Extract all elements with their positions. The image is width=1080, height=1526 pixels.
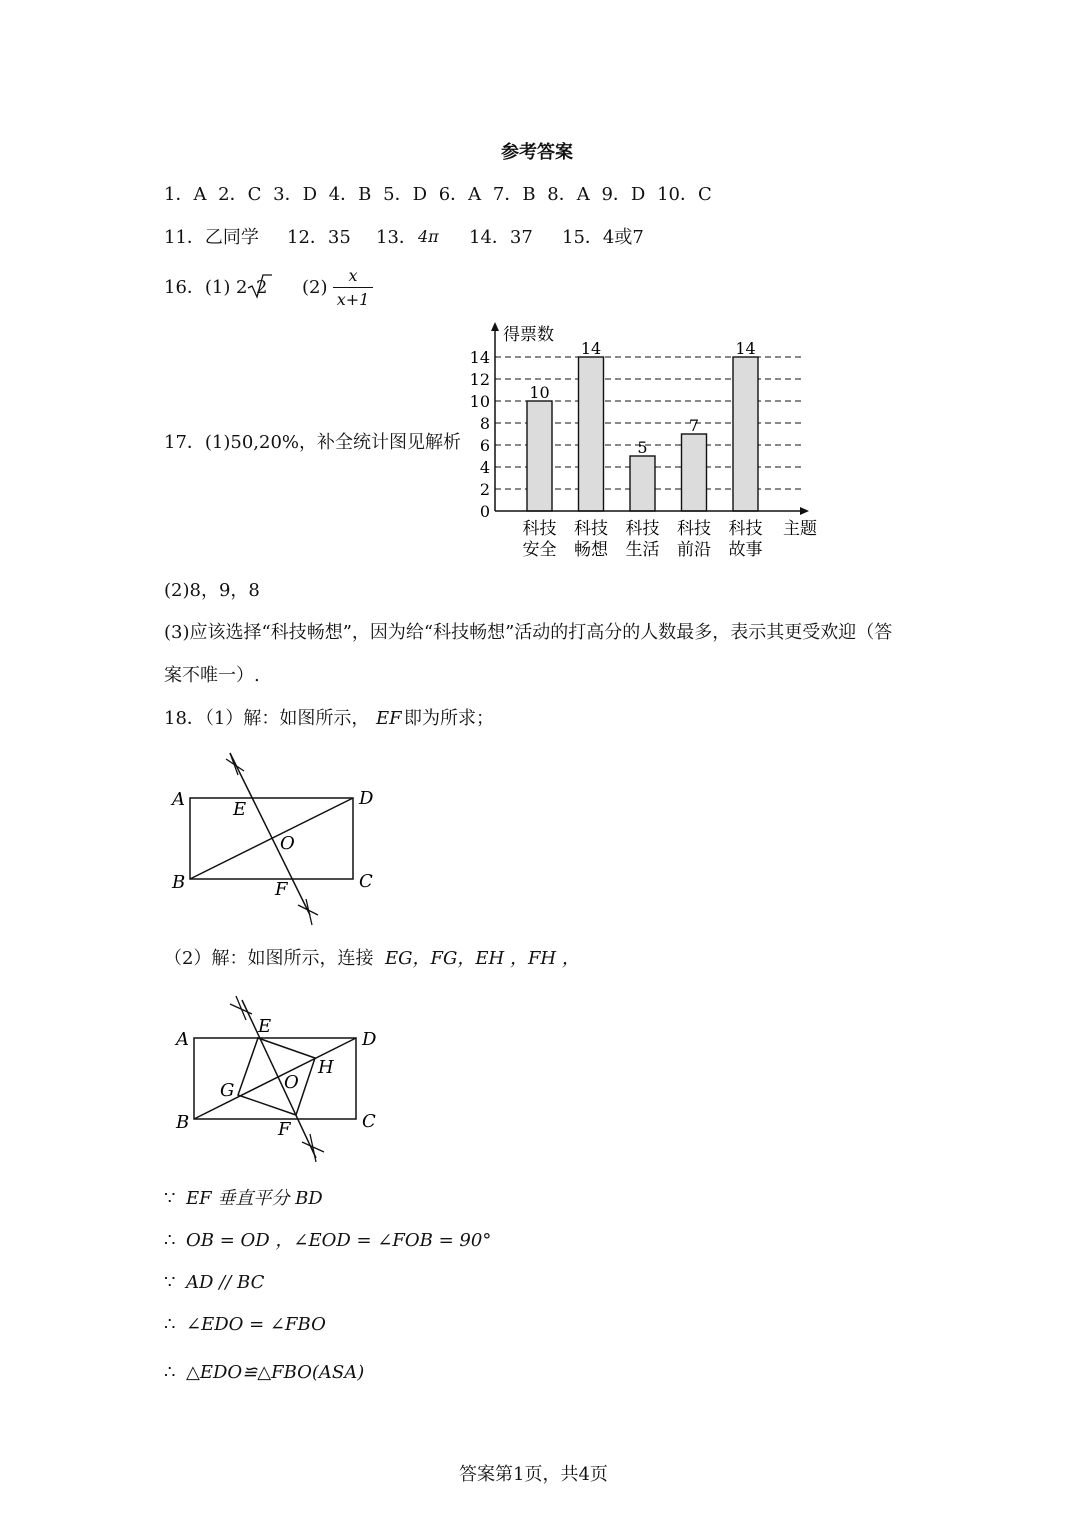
page-footer: 答案第1页，共4页 xyxy=(459,1464,608,1485)
label-h: H xyxy=(318,1057,334,1078)
proof-line-4: ∠EDO = ∠FBO xyxy=(186,1314,326,1335)
x-category-label: 科技 xyxy=(625,519,660,539)
x-category-label: 畅想 xyxy=(574,540,608,560)
proof-line-5: △EDO≌△FBO(ASA) xyxy=(186,1362,365,1383)
page-title: 参考答案 xyxy=(501,142,573,163)
y-tick-label: 6 xyxy=(479,436,490,455)
q16-denominator: x+1 xyxy=(336,290,370,309)
label-f: F xyxy=(278,1119,291,1140)
proof-line-3: AD // BC xyxy=(186,1272,265,1293)
label-a: A xyxy=(176,1029,189,1050)
bar-value-label: 7 xyxy=(688,416,700,435)
bar-value-label: 10 xyxy=(529,383,550,402)
y-tick-label: 10 xyxy=(469,392,490,411)
q17-part3-line1: (3)应该选择“科技畅想”，因为给“科技畅想”活动的打高分的人数最多，表示其更受欢迎（答 xyxy=(164,622,893,643)
label-e: E xyxy=(258,1016,272,1037)
x-category-label: 科技 xyxy=(728,519,763,539)
label-b: B xyxy=(172,872,186,893)
x-category-label: 科技 xyxy=(574,519,608,539)
arc-mark-icon xyxy=(230,996,252,1020)
bar xyxy=(579,357,604,511)
q18-part1-ef: EF xyxy=(376,708,402,729)
bar-chart xyxy=(465,318,845,568)
x-category-label: 科技 xyxy=(677,519,711,539)
x-category-label: 生活 xyxy=(625,540,660,560)
bar xyxy=(630,456,655,511)
y-tick-label: 12 xyxy=(469,370,490,389)
x-category-label: 安全 xyxy=(522,540,557,560)
label-c: C xyxy=(362,1111,376,1132)
bar xyxy=(527,401,552,511)
answer-14: 14．37 xyxy=(469,227,533,248)
proof-sym-4: ∴ xyxy=(164,1314,176,1335)
x-axis-label: 主题 xyxy=(783,519,817,539)
label-a: A xyxy=(172,789,185,810)
quadrilateral-eghf xyxy=(238,1038,315,1115)
y-axis-label: 得票数 xyxy=(503,325,554,345)
diagonal-bd xyxy=(194,1038,356,1119)
answer-12: 12．35 xyxy=(287,227,351,248)
label-e: E xyxy=(233,799,247,820)
q16-numerator: x xyxy=(348,266,358,285)
proof-sym-2: ∴ xyxy=(164,1230,176,1251)
proof-line-1: EF 垂直平分 BD xyxy=(186,1188,323,1209)
bar-value-label: 5 xyxy=(637,438,648,457)
proof-sym-1: ∵ xyxy=(164,1188,176,1209)
q18-part1-tail: 即为所求； xyxy=(404,708,494,729)
q16-fraction xyxy=(333,266,373,309)
y-axis-arrow-icon xyxy=(491,322,499,331)
label-f: F xyxy=(275,879,288,900)
y-tick-label: 8 xyxy=(479,414,490,433)
q17-part3-line2: 案不唯一）. xyxy=(164,665,260,686)
bar xyxy=(682,434,707,511)
proof-sym-5: ∴ xyxy=(164,1362,176,1383)
bar-value-label: 14 xyxy=(580,339,602,358)
label-g: G xyxy=(220,1080,235,1101)
answer-13: 13． xyxy=(376,227,417,248)
answer-13-value: 4π xyxy=(418,227,439,246)
label-c: C xyxy=(359,871,373,892)
label-d: D xyxy=(359,788,374,809)
label-o: O xyxy=(284,1072,299,1093)
answers-row-1: 1．A 2．C 3．D 4．B 5．D 6．A 7．B 8．A 9．D 10．C xyxy=(164,184,712,205)
x-category-label: 科技 xyxy=(522,519,557,539)
label-b: B xyxy=(176,1112,190,1133)
line-ef xyxy=(230,753,310,915)
q18-part2-segs: EG，FG，EH ，FH ， xyxy=(385,948,580,969)
figure-2 xyxy=(160,990,400,1170)
bar xyxy=(733,357,758,511)
bar-value-label: 14 xyxy=(735,339,756,358)
y-tick-label: 2 xyxy=(479,480,490,499)
y-tick-label: 0 xyxy=(479,502,490,521)
proof-sym-3: ∵ xyxy=(164,1272,176,1293)
q16-radicand: 2 xyxy=(256,277,268,298)
figure-1 xyxy=(160,745,400,930)
q17-part2: (2)8，9，8 xyxy=(164,580,260,601)
answer-15: 15．4或7 xyxy=(562,227,644,248)
x-axis-arrow-icon xyxy=(800,507,809,515)
q18-part1: 18．（1）解：如图所示， xyxy=(164,708,370,729)
y-tick-label: 4 xyxy=(479,458,490,477)
q16-prefix: 16．(1) xyxy=(164,277,231,298)
answer-11: 11．乙同学 xyxy=(164,227,259,248)
x-category-label: 故事 xyxy=(728,540,763,560)
arc-mark-icon xyxy=(302,1134,324,1162)
x-category-label: 前沿 xyxy=(677,540,711,560)
proof-line-2: OB = OD ，∠EOD = ∠FOB = 90° xyxy=(186,1230,492,1251)
q17-part1: 17．(1)50,20%，补全统计图见解析 xyxy=(164,432,462,453)
label-d: D xyxy=(362,1029,377,1050)
y-tick-label: 14 xyxy=(469,348,490,367)
q18-part2: （2）解：如图所示，连接 xyxy=(164,948,374,969)
q16-part2: (2) xyxy=(302,277,328,298)
label-o: O xyxy=(280,833,295,854)
q16-coef: 2 xyxy=(236,277,248,298)
